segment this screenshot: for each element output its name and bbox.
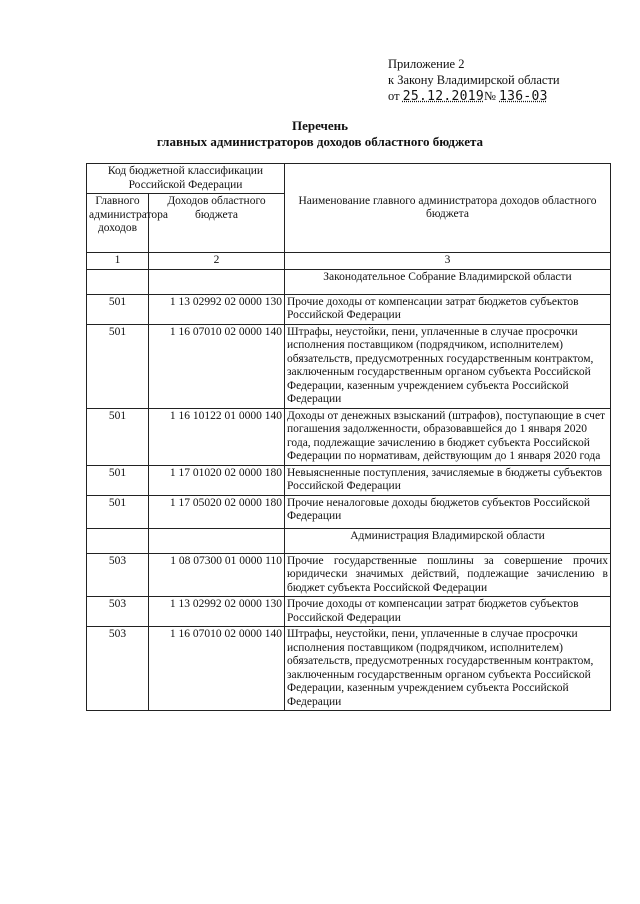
revenue-name: Штрафы, неустойки, пени, уплаченные в случае просрочки исполнения поставщиком (подрядчиком, исполнителем) обязательств, предусмотренных государственным контрактом, заключенным государственным органом субъекта Российской Федерации, казенным учреждением субъекта Российской Федерации	[285, 627, 611, 711]
section-title: Законодательное Собрание Владимирской области	[285, 269, 611, 294]
revenue-code: 1 17 01020 02 0000 180	[149, 465, 285, 495]
title-line-1: Перечень	[291, 118, 349, 133]
header-revenue-code: Доходов областного бюджета	[149, 194, 285, 253]
revenue-name: Прочие неналоговые доходы бюджетов субъектов Российской Федерации	[285, 495, 611, 528]
revenue-code: 1 13 02992 02 0000 130	[149, 597, 285, 627]
table-row	[87, 597, 611, 627]
admin-code: 501	[87, 495, 149, 528]
title-line-2: главных администраторов доходов областного бюджета	[156, 134, 484, 149]
revenue-code: 1 16 07010 02 0000 140	[149, 627, 285, 711]
table-row	[87, 553, 611, 597]
admin-code: 501	[87, 408, 149, 465]
revenue-code: 1 17 05020 02 0000 180	[149, 495, 285, 528]
section-row	[87, 528, 611, 553]
administrators-table	[86, 163, 611, 711]
appendix-number: 136-03	[499, 89, 548, 104]
revenue-name: Прочие доходы от компенсации затрат бюджетов субъектов Российской Федерации	[285, 597, 611, 627]
section-empty-cell	[149, 269, 285, 294]
appendix-prefix: от	[388, 89, 400, 103]
revenue-name: Прочие доходы от компенсации затрат бюджетов субъектов Российской Федерации	[285, 294, 611, 324]
table-row	[87, 627, 611, 711]
appendix-date-line	[388, 88, 628, 105]
table-row	[87, 294, 611, 324]
revenue-code: 1 13 02992 02 0000 130	[149, 294, 285, 324]
header-row-group	[87, 164, 611, 194]
section-empty-cell	[87, 528, 149, 553]
table-row	[87, 465, 611, 495]
appendix-line-1: Приложение 2	[388, 57, 465, 71]
revenue-name: Прочие государственные пошлины за совершение прочих юридически значимых действий, подлежащие зачислению в бюджет субъекта Российской Федерации	[285, 553, 611, 597]
revenue-code: 1 16 07010 02 0000 140	[149, 324, 285, 408]
section-title: Администрация Владимирской области	[285, 528, 611, 553]
table-row	[87, 408, 611, 465]
admin-code: 501	[87, 324, 149, 408]
revenue-code: 1 16 10122 01 0000 140	[149, 408, 285, 465]
revenue-name: Доходы от денежных взысканий (штрафов), поступающие в счет погашения задолженности, образовавшейся до 1 января 2020 года, подлежащие зачислению в бюджет субъекта Российской Федерации по нормативам, действующим до 1 января 2020 года	[285, 408, 611, 465]
admin-code: 503	[87, 627, 149, 711]
revenue-name: Штрафы, неустойки, пени, уплаченные в случае просрочки исполнения поставщиком (подрядчиком, исполнителем) обязательств, предусмотренных государственным контрактом, заключенным государственным органом субъекта Российской Федерации, казенным учреждением субъекта Российской Федерации	[285, 324, 611, 408]
header-chief-administrator: Главного администратора доходов	[87, 194, 149, 253]
header-row-numbers	[87, 253, 611, 270]
revenue-name: Невыясненные поступления, зачисляемые в бюджеты субъектов Российской Федерации	[285, 465, 611, 495]
header-classification-code: Код бюджетной классификации Российской Федерации	[87, 164, 285, 194]
header-administrator-name: Наименование главного администратора доходов областного бюджета	[285, 164, 611, 253]
appendix-date: 25.12.2019	[402, 89, 484, 104]
section-empty-cell	[87, 269, 149, 294]
header-number-2: 2	[149, 253, 285, 270]
admin-code: 503	[87, 553, 149, 597]
section-empty-cell	[149, 528, 285, 553]
admin-code: 501	[87, 294, 149, 324]
document-title	[0, 118, 640, 150]
admin-code: 501	[87, 465, 149, 495]
appendix-block	[388, 56, 628, 105]
header-number-3: 3	[285, 253, 611, 270]
revenue-code: 1 08 07300 01 0000 110	[149, 553, 285, 597]
appendix-number-sign: №	[483, 89, 496, 103]
table-row	[87, 324, 611, 408]
table-row	[87, 495, 611, 528]
admin-code: 503	[87, 597, 149, 627]
header-number-1: 1	[87, 253, 149, 270]
section-row	[87, 269, 611, 294]
appendix-line-2: к Закону Владимирской области	[388, 73, 560, 87]
